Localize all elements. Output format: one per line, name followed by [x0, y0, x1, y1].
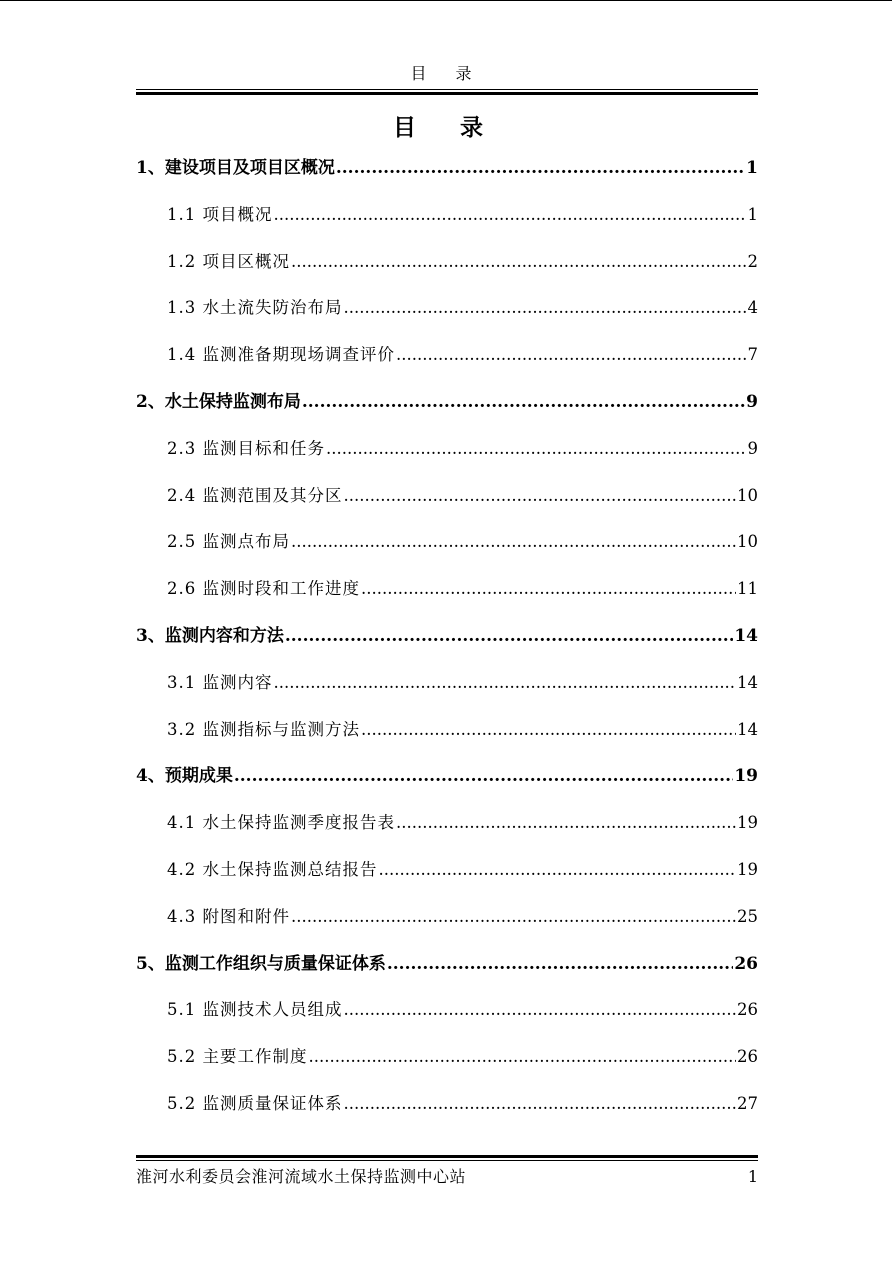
toc-entry-page-number: 19 [737, 859, 758, 879]
toc-entry-label: 3.2 监测指标与监测方法 [167, 719, 360, 739]
toc-entry-page-number: 2 [747, 251, 758, 271]
toc-dot-leader [344, 1081, 737, 1128]
toc-entry-page-number: 19 [737, 813, 758, 833]
toc-title: 目 录 [392, 114, 501, 141]
toc-entry-label: 2.4 监测范围及其分区 [167, 485, 343, 505]
footer-page-number: 1 [747, 1167, 758, 1186]
toc-entry-page-number: 11 [737, 579, 758, 599]
toc-entry-label: 5.2 监测质量保证体系 [167, 1093, 343, 1113]
toc-entry-page-number: 27 [737, 1093, 758, 1113]
toc-entry[interactable] [136, 987, 758, 1034]
toc-entry[interactable] [136, 192, 758, 239]
toc-entry-label: 2.3 监测目标和任务 [167, 438, 325, 458]
table-of-contents [136, 145, 758, 1128]
toc-entry-label: 4.2 水土保持监测总结报告 [167, 859, 378, 879]
toc-entry-page-number: 26 [737, 1047, 758, 1067]
toc-entry-label: 2.6 监测时段和工作进度 [167, 579, 360, 599]
toc-entry-page-number: 7 [747, 345, 758, 365]
toc-dot-leader [274, 192, 747, 239]
header-rule-thin [136, 89, 758, 90]
toc-entry-label: 1.4 监测准备期现场调查评价 [167, 345, 395, 365]
toc-entry-page-number: 14 [737, 719, 758, 739]
toc-dot-leader [361, 566, 736, 613]
toc-dot-leader [344, 285, 747, 332]
toc-dot-leader [291, 239, 747, 286]
toc-dot-leader [291, 519, 736, 566]
toc-entry-label: 5.2 主要工作制度 [167, 1047, 308, 1067]
toc-entry-page-number: 26 [737, 1000, 758, 1020]
toc-entry[interactable] [136, 1081, 758, 1128]
toc-dot-leader [396, 332, 747, 379]
toc-entry[interactable] [136, 473, 758, 520]
toc-entry-page-number: 10 [737, 485, 758, 505]
toc-entry[interactable] [136, 941, 758, 988]
toc-entry-page-number: 14 [737, 672, 758, 692]
toc-dot-leader [302, 379, 745, 426]
toc-dot-leader [396, 800, 736, 847]
footer-rule-thick [136, 1155, 758, 1158]
toc-entry[interactable] [136, 519, 758, 566]
toc-entry-page-number: 9 [747, 438, 758, 458]
toc-dot-leader [379, 847, 737, 894]
toc-entry[interactable] [136, 566, 758, 613]
toc-entry[interactable] [136, 894, 758, 941]
toc-entry-label: 5、监测工作组织与质量保证体系 [136, 953, 386, 974]
toc-entry-page-number: 10 [737, 532, 758, 552]
running-header: 目 录 [410, 64, 484, 83]
toc-entry-label: 4、预期成果 [136, 766, 233, 787]
toc-entry-label: 1.3 水土流失防治布局 [167, 298, 343, 318]
toc-entry-label: 2.5 监测点布局 [167, 532, 290, 552]
toc-entry[interactable] [136, 660, 758, 707]
header-rule-thick [136, 92, 758, 95]
toc-entry-page-number: 1 [747, 204, 758, 224]
toc-entry-label: 1.2 项目区概况 [167, 251, 290, 271]
toc-dot-leader [234, 753, 733, 800]
toc-dot-leader [361, 707, 736, 754]
toc-entry[interactable] [136, 239, 758, 286]
toc-dot-leader [326, 426, 747, 473]
footer-rule-thin [136, 1160, 758, 1161]
toc-entry[interactable] [136, 800, 758, 847]
toc-entry-label: 3.1 监测内容 [167, 672, 273, 692]
toc-entry[interactable] [136, 332, 758, 379]
toc-dot-leader [344, 987, 737, 1034]
toc-entry-page-number: 14 [734, 625, 758, 646]
toc-entry-label: 2、水土保持监测布局 [136, 391, 301, 412]
toc-dot-leader [387, 941, 734, 988]
footer-organization: 淮河水利委员会淮河流域水土保持监测中心站 [136, 1167, 467, 1186]
toc-entry-label: 3、监测内容和方法 [136, 625, 284, 646]
toc-entry-label: 1、建设项目及项目区概况 [136, 158, 335, 178]
toc-entry-page-number: 19 [734, 766, 758, 787]
toc-dot-leader [309, 1034, 737, 1081]
toc-dot-leader [336, 145, 745, 192]
toc-entry-page-number: 25 [737, 906, 758, 926]
toc-entry[interactable] [136, 847, 758, 894]
toc-entry[interactable] [136, 379, 758, 426]
toc-dot-leader [274, 660, 737, 707]
toc-entry[interactable] [136, 285, 758, 332]
toc-entry[interactable] [136, 1034, 758, 1081]
toc-entry[interactable] [136, 613, 758, 660]
toc-dot-leader [291, 894, 736, 941]
toc-entry-page-number: 26 [734, 953, 758, 974]
toc-entry-page-number: 4 [747, 298, 758, 318]
toc-entry-page-number: 1 [746, 158, 758, 178]
toc-entry-label: 5.1 监测技术人员组成 [167, 1000, 343, 1020]
toc-dot-leader [285, 613, 733, 660]
toc-entry-label: 1.1 项目概况 [167, 204, 273, 224]
toc-entry[interactable] [136, 426, 758, 473]
toc-entry[interactable] [136, 145, 758, 192]
toc-entry[interactable] [136, 707, 758, 754]
toc-entry-label: 4.3 附图和附件 [167, 906, 290, 926]
toc-entry[interactable] [136, 753, 758, 800]
toc-entry-label: 4.1 水土保持监测季度报告表 [167, 813, 395, 833]
toc-entry-page-number: 9 [746, 391, 758, 412]
toc-dot-leader [344, 473, 737, 520]
